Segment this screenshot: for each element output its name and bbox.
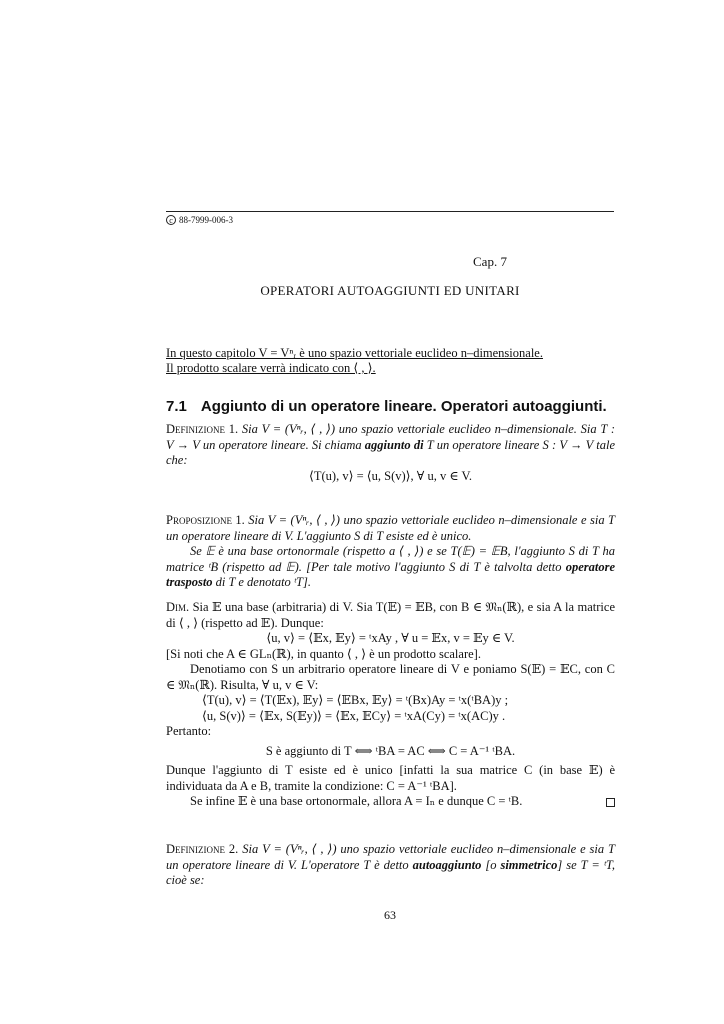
definition-1-text-a: Sia V = (Vⁿᵣ, ⟨ , ⟩) uno spazio vettoriale euclideo n–dimensionale. Sia T : V → V un operatore lineare. Si chiama — [166, 422, 615, 452]
proof-paragraph-1: Sia 𝔼 una base (arbitraria) di V. Sia T(𝔼) = 𝔼B, con B ∈ 𝔐ₙ(ℝ), e sia A la matrice di ⟨ , ⟩ (rispetto ad 𝔼). Dunque: — [166, 600, 615, 630]
section-number: 7.1 — [166, 398, 187, 415]
definition-2-text-b: [o — [481, 857, 501, 872]
proof-paragraph-4: Pertanto: — [166, 724, 212, 738]
definition-2-term-1: autoaggiunto — [412, 857, 482, 872]
definition-2 — [166, 842, 615, 889]
proposition-1-text-c: di T e denotato ᵗT]. — [212, 575, 311, 589]
section-heading — [166, 398, 614, 415]
proof-paragraph-3: Denotiamo con S un arbitrario operatore lineare di V e poniamo S(𝔼) = 𝔼C, con C ∈ 𝔐ₙ(ℝ). Risulta, ∀ u, v ∈ V: — [166, 662, 615, 692]
intro-paragraph — [166, 346, 614, 376]
proof — [166, 600, 615, 810]
header-rule — [166, 211, 614, 212]
proof-paragraph-2: [Si noti che A ∈ GLₙ(ℝ), in quanto ⟨ , ⟩ è un prodotto scalare]. — [166, 646, 481, 661]
definition-2-term-2: simmetrico — [500, 857, 558, 872]
definition-1-term: aggiunto di — [364, 437, 424, 452]
proposition-1 — [166, 513, 615, 591]
intro-line-1: In questo capitolo V = Vⁿᵣ è uno spazio vettoriale euclideo n–dimensionale. — [166, 346, 543, 360]
proof-paragraph-5: Dunque l'aggiunto di T esiste ed è unico [infatti la sua matrice C (in base 𝔼) è individuata da A e B, tramite la condizione: C = A⁻¹ ᵗBA]. — [166, 763, 615, 793]
chapter-label — [166, 254, 614, 270]
proof-formula-1: ⟨u, v⟩ = ⟨𝔼x, 𝔼y⟩ = ᵗxAy , ∀ u = 𝔼x, v = 𝔼y ∈ V. — [266, 631, 515, 645]
proposition-1-label: Proposizione 1. — [166, 513, 245, 527]
chapter-number: Cap. 7 — [473, 254, 507, 269]
definition-1-formula: ⟨T(u), v⟩ = ⟨u, S(v)⟩, ∀ u, v ∈ V. — [308, 468, 473, 483]
copyright-icon: c — [166, 215, 176, 225]
definition-1-label: Definizione 1. — [166, 422, 239, 436]
proof-formula-3: ⟨u, S(v)⟩ = ⟨𝔼x, S(𝔼y)⟩ = ⟨𝔼x, 𝔼Cy⟩ = ᵗxA(Cy) = ᵗx(AC)y . — [202, 708, 506, 723]
page-number: 63 — [384, 908, 396, 922]
copyright-line — [166, 214, 233, 226]
definition-1 — [166, 422, 615, 484]
chapter-title: OPERATORI AUTOAGGIUNTI ED UNITARI — [260, 283, 520, 298]
proof-label: Dim. — [166, 600, 190, 614]
intro-line-2: Il prodotto scalare verrà indicato con ⟨ , ⟩. — [166, 361, 376, 375]
definition-1-text-b: T un operatore lineare S : V → V tale che: — [166, 437, 615, 467]
proof-formula-2: ⟨T(u), v⟩ = ⟨T(𝔼x), 𝔼y⟩ = ⟨𝔼Bx, 𝔼y⟩ = ᵗ(Bx)Ay = ᵗx(ᵗBA)y ; — [202, 693, 509, 707]
definition-2-text-a: Sia V = (Vⁿᵣ, ⟨ , ⟩) uno spazio vettoriale euclideo n–dimensionale e sia T un operatore lineare di V. L'operatore T è detto — [166, 842, 616, 872]
proposition-1-text-a: Sia V = (Vⁿᵣ, ⟨ , ⟩) uno spazio vettoriale euclideo n–dimensionale e sia T un operatore lineare di V. L'aggiunto S di T esiste ed è unico. — [166, 513, 616, 543]
definition-2-label: Definizione 2. — [166, 842, 239, 856]
qed-square-icon — [606, 798, 615, 807]
isbn-text: 88-7999-006-3 — [179, 215, 233, 225]
proposition-1-term: operatore trasposto — [166, 559, 615, 589]
proof-formula-4: S è aggiunto di T ⟺ ᵗBA = AC ⟺ C = A⁻¹ ᵗBA. — [265, 743, 516, 758]
proof-paragraph-6: Se infine 𝔼 è una base ortonormale, allora A = Iₙ e dunque C = ᵗB. — [190, 794, 523, 808]
section-title: Aggiunto di un operatore lineare. Operatori autoaggiunti. — [200, 398, 607, 415]
definition-2-text-c: ] se T = ᵗT, cioè se: — [166, 857, 615, 887]
proposition-1-text-b: Se 𝔼 è una base ortonormale (rispetto a ⟨ , ⟩) e se T(𝔼) = 𝔼B, l'aggiunto S di T ha matrice ᵗB (rispetto ad 𝔼). [Per tale motivo l'aggiunto S di T è talvolta detto — [166, 544, 615, 574]
